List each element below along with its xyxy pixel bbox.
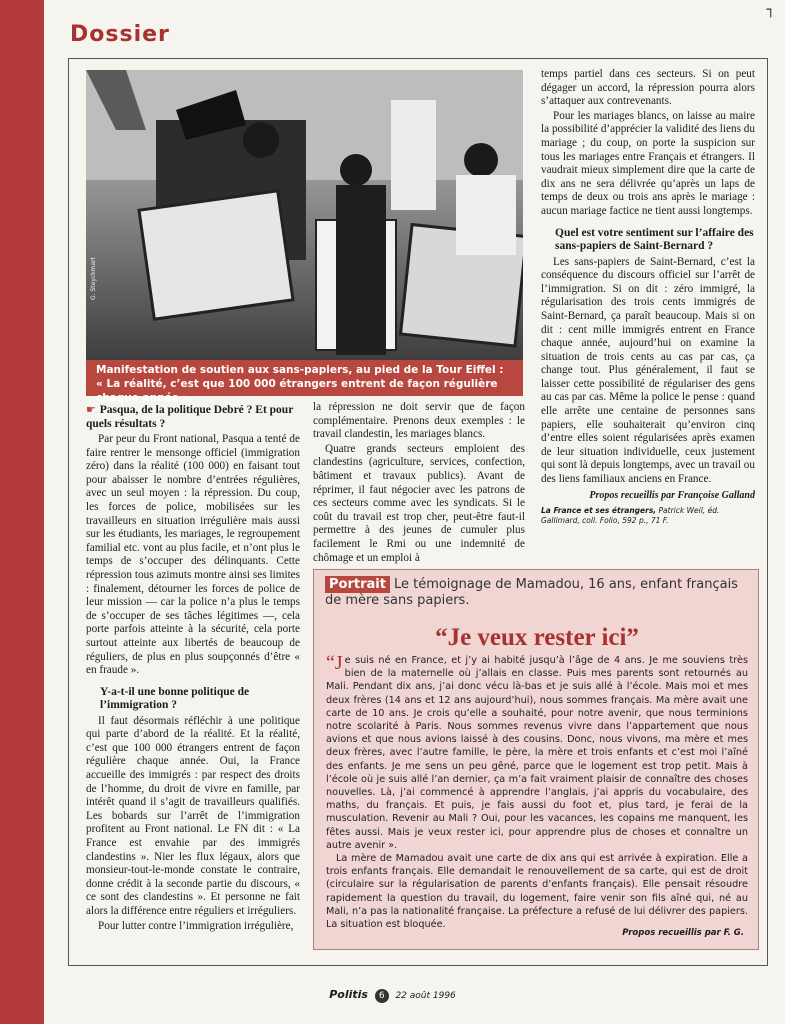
portrait-tag: Portrait	[325, 576, 390, 593]
column-1	[86, 401, 300, 934]
interview-signature: Propos recueillis par Françoise Galland	[589, 489, 755, 501]
book-reference: La France et ses étrangers, Patrick Weil, éd. Gallimard, coll. Folio, 592 p., 71 F.	[541, 506, 720, 526]
protest-photo	[86, 70, 523, 360]
answer-2-continued: Pour lutter contre l’immigration irrégulière,	[98, 919, 294, 932]
page-footer	[0, 988, 785, 1003]
portrait-title: “Je veux rester ici”	[435, 624, 639, 651]
photo-credit: G. Steyckmart	[90, 257, 97, 300]
column-3-paragraph-2: Pour les mariages blancs, on laisse au maire la possibilité d’apprécier la validité des liens du mariage ; du coup, on porte la suspicion sur tous les mariages entre Français et étrangers. Il vaudrait mieux simplement dire que la carte de dix ans ne sera délivrée qu’après un laps de temps de deux ou trois ans après le mariage : aucun mariage factice ne tient aussi longtemps.	[541, 109, 755, 217]
page-number: 6	[375, 989, 389, 1003]
column-3-paragraph-1: temps partiel dans ces secteurs. Si on peut dégager un accord, la répression pourra alors s’attaquer aux contrevenants.	[541, 68, 755, 108]
column-2-paragraph-1: la répression ne doit servir que de façon complémentaire. Prenons deux exemples : le travail clandestin, les mariages blancs.	[313, 401, 525, 441]
column-3	[541, 68, 755, 526]
photo-caption: Manifestation de soutien aux sans-papiers, au pied de la Tour Eiffel : « La réalité, c’est que 100 000 étrangers entrent de façon régulière chaque année ».	[86, 360, 523, 396]
column-2	[313, 401, 525, 566]
section-title: Dossier	[70, 22, 170, 47]
margin-bar	[0, 0, 44, 1024]
pointing-hand-icon: ☛	[86, 403, 100, 416]
photo-illustration	[86, 70, 523, 360]
answer-1-paragraph: Par peur du Front national, Pasqua a tenté de faire rentrer le mensonge officiel (immigration zéro) dans la réalité (100 000) en faisant tout pour abaisser le nombre d’entrées régulières, avec un seul moyen : la répression. Du coup, les forces de police, mobilisées sur les travailleurs en situation irrégulière mais aussi sur les étudiants, les mariages, le regroupement familial etc. vont au plus facile, et n’ont plus le temps de s’occuper des délinquants. Cette répression tous azimuts montre ainsi ses limites : finalement, détourner les forces de police de leur mission — car la police n’a plus le temps de s’occuper de ses tâches légitimes —, cela porte parfois atteinte à la sécurité, cela porte surtout atteinte aux libertés de beaucoup de réguliers, de plus en plus soupçonnés d’être « en fraude ».	[86, 433, 300, 677]
publication-logo: Politis	[329, 988, 368, 1001]
answer-2-paragraph: Il faut désormais réfléchir à une politique qui parte d’abord de la réalité. Et la réalité, c’est que 100 000 étrangers entrent de façon régulière chaque année. Oui, la France accueille des immigrés : par respect des droits de l’homme, du droit de vivre en famille, par intérêt quand il s’agit de travailleurs qualifiés. Les bobards sur l’arrêt de l’immigration profitent au Front national. Le FN dit : « La France est envahie par des immigrés clandestins ». Nier les flux légaux, alors que monsieur-tout-le-monde constate le contraire, donne crédit à la seconde partie du discours, « ce sont des clandestins ». Et personne ne fait alors la différence entre réguliers et irréguliers.	[86, 714, 300, 917]
portrait-paragraph-1: “Je suis né en France, et j’y ai habité jusqu’à l’âge de 4 ans. Je me souviens très bien de la maternelle où j’allais en classe. Puis mes parents sont retournés au Mali. Pendant dix ans, j’ai donc vécu là-bas et je suis allé à l’école. Mais moi et mes deux frères (14 ans et 12 ans aujourd’hui), nous sommes français. Ma mère avait une carte de 10 ans. Je crois qu’elle a souhaité, pour notre avenir, que nous terminions notre scolarité à Paris. Nous sommes revenus vivre dans l’appartement que nous avions et que nous avions laissé à des cousins. Donc, nous vivons, ma mère et mes deux frères, avec l’autre famille, le père, la mère et trois enfants et c’est moi l’aîné des enfants. Je me sens un peu gêné, parce que le logement est trop petit. Mais à l’école où je suis allé l’an dernier, ça m’a fait vraiment plaisir de connaître des choses nouvelles. Là, j’ai commencé à apprendre l’anglais, j’ai appris du vocabulaire, des maths, du français. Et puis, je fais aussi du foot et, plus tard, je ferai de la musculation. Revenir au Mali ? Oui, pour les vacances, les copains me manquent, les fêtes aussi. Mais je veux rester ici, pour apprendre plus de choses et connaître un autre avenir ».	[326, 652, 748, 851]
drop-cap: “J	[326, 652, 343, 674]
issue-date: 22 août 1996	[395, 991, 456, 1001]
answer-3-paragraph: Les sans-papiers de Saint-Bernard, c’est la conséquence du discours officiel sur l’arrêt de l’immigration. Si on dit : zéro immigré, la régularisation des trois cents immigrés de Saint-Bernard, ça paraît beaucoup. Mais si on dit : cent mille immigrés entrent en France chaque année, aujourd’hui on examine la situation de trois cents au cas par cas, ça change tout. Plus généralement, il faut se laisser cette possibilité de régulariser des gens au cas par cas. Même la police le pense : quand elle arrête une centaine de personnes sans papiers, elle souhaiterait qu’environ cinq d’entre elles soient régularisées après examen de leur situation individuelle, ceux justement qui sont là depuis longtemps, avec un travail ou des liens familiaux anciens en France.	[541, 255, 755, 486]
question-3: Quel est votre sentiment sur l’affaire des sans-papiers de Saint-Bernard ?	[555, 226, 754, 253]
portrait-box	[313, 569, 759, 950]
portrait-body	[326, 654, 748, 931]
corner-mark: ┐	[766, 2, 775, 18]
portrait-heading: Portrait Le témoignage de Mamadou, 16 ans, enfant français de mère sans papiers.	[325, 577, 738, 608]
portrait-signature: Propos recueillis par F. G.	[622, 928, 744, 938]
question-1: ☛ Pasqua, de la politique Debré ? Et pour quels résultats ?	[86, 403, 294, 430]
portrait-paragraph-2: La mère de Mamadou avait une carte de dix ans qui est arrivée à expiration. Elle a trois enfants français. Elle demandait le renouvellement de sa carte, qui est de droit (circulaire sur la régularisation de parents d’enfants français). Elle pensait résoudre rapidement la question du travail, du logement, faire venir son fils aîné qui, né au Mali, n’a pas la nationalité française. La préfecture a refusé de lui délivrer des papiers. La situation est bloquée.	[326, 853, 748, 931]
column-2-paragraph-2: Quatre grands secteurs emploient des clandestins (agriculture, services, confection, bâtiment et travaux publics). Avant de réprimer, il faut négocier avec les patrons de ces secteurs comme avec les syndicats. Si le coût du travail est trop cher, peut-être faut-il permettre à des jeunes de cumuler plus facilement le Rmi ou une indemnité de chômage et un emploi à	[313, 442, 525, 564]
question-2: Y-a-t-il une bonne politique de l’immigration ?	[100, 685, 250, 712]
